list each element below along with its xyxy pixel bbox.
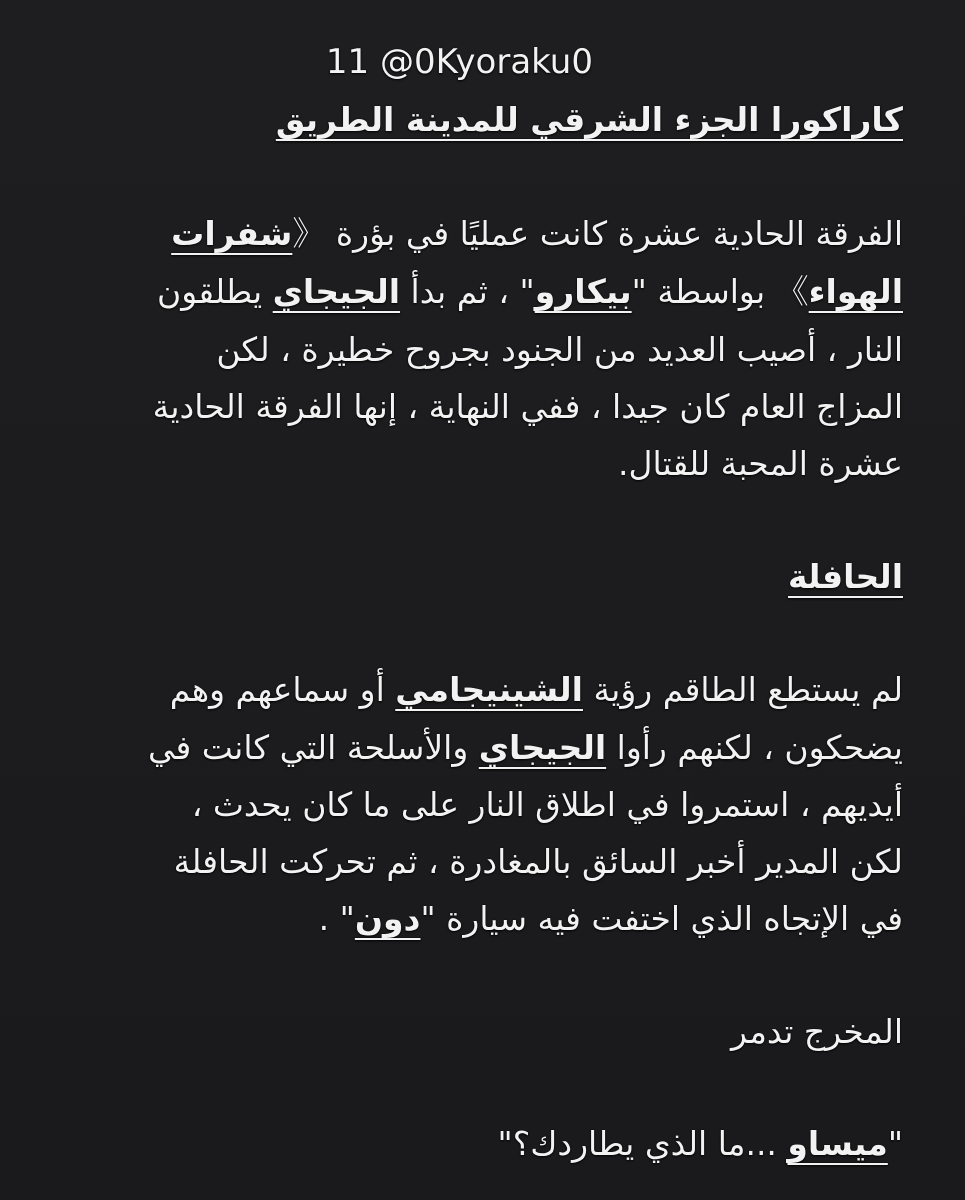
text-fragment: ...ما الذي يطاردك؟" — [497, 1124, 788, 1163]
text-fragment: أو سماعهم وهم — [169, 670, 396, 709]
section-heading-bus: الحافلة — [788, 557, 903, 596]
paragraph1-line1 — [171, 212, 903, 256]
paragraph2-line4: لكن المدير أخبر السائق بالمغادرة ، ثم تحركت الحافلة — [173, 842, 903, 881]
emphasized-term: الهواء — [808, 272, 903, 311]
text-fragment: والأسلحة التي كانت في — [147, 728, 479, 767]
closing-quote-line — [498, 1122, 903, 1166]
paragraph1-line4: المزاج العام كان جيدا ، ففي النهاية ، إنها الفرقة الحادية — [152, 387, 903, 426]
text-fragment: الفرقة الحادية عشرة كانت عمليًا في بؤرة 《 — [292, 214, 903, 253]
text-fragment: في الإتجاه الذي اختفت فيه سيارة " — [420, 899, 903, 938]
paragraph2-line5 — [319, 897, 903, 941]
paragraph2-line2 — [148, 726, 903, 770]
text-fragment: " ، ثم بدأ — [400, 272, 535, 311]
emphasized-term: شفرات — [171, 214, 293, 253]
paragraph2-line1 — [170, 668, 903, 712]
section-heading-karakura: كاراكورا الجزء الشرقي للمدينة الطريق — [275, 100, 903, 139]
text-fragment: لم يستطع الطاقم رؤية — [582, 670, 903, 709]
emphasized-term: ميساو — [787, 1124, 888, 1163]
paragraph1-line3: النار ، أصيب العديد من الجنود بجروح خطيرة ، لكن — [216, 330, 903, 369]
text-fragment: " . — [318, 899, 355, 938]
text-fragment: يطلقون — [157, 272, 273, 311]
emphasized-term: الجيجاي — [478, 728, 607, 767]
director-line: المخرج تدمر — [731, 1012, 903, 1051]
text-fragment: 》 بواسطة " — [631, 272, 809, 311]
emphasized-term: الشينيجامي — [395, 670, 583, 709]
emphasized-term: الجيجاي — [272, 272, 401, 311]
paragraph1-line2 — [157, 270, 903, 314]
text-fragment: " — [887, 1124, 903, 1163]
emphasized-term: دون — [354, 899, 421, 938]
paragraph2-line3: أيديهم ، استمروا في اطلاق النار على ما كان يحدث ، — [191, 785, 903, 824]
author-handle: 11 @0Kyoraku0 — [325, 42, 593, 82]
text-fragment: يضحكون ، لكنهم رأوا — [606, 728, 903, 767]
paragraph1-line5: عشرة المحبة للقتال. — [617, 444, 903, 483]
emphasized-term: بيكارو — [534, 272, 632, 311]
